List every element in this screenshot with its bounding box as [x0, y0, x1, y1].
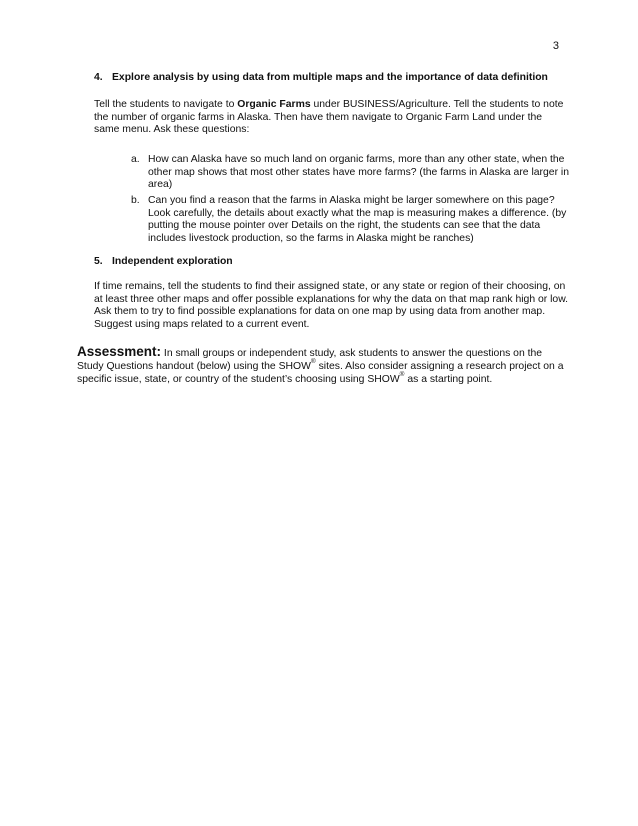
question-a-marker: a. — [131, 154, 140, 165]
section-5-title: Independent exploration — [112, 256, 233, 267]
section-5-number: 5. — [94, 256, 103, 267]
section-4-number: 4. — [94, 72, 103, 83]
question-b-marker: b. — [131, 195, 140, 206]
assessment-text-3: as a starting point. — [404, 373, 493, 385]
assessment-label: Assessment: — [77, 344, 162, 359]
section-4-paragraph-end: under BUSINESS/Agriculture. Tell the students to note the number of organic farms in Alaska. Then have them navigate to Organic Farm Land under the same menu. Ask these questions: — [94, 99, 564, 136]
assessment-paragraph — [77, 346, 567, 386]
section-5-heading — [94, 256, 233, 267]
assessment-text-2: sites. Also consider assigning a research project on a specific issue, state, or country of the student’s choosing using SHOW — [77, 360, 564, 385]
question-b-text: Can you find a reason that the farms in Alaska might be larger somewhere on this page? Look carefully, the details about exactly what the map is measuring makes a difference. (by putting the mouse pointer over Details on the right, the students can see that the data includes livestock production, so the farms in Alaska might be ranches) — [148, 195, 567, 244]
organic-farms-term: Organic Farms — [237, 99, 311, 110]
assessment-text-1: In small groups or independent study, ask students to answer the questions on the Study Questions handout (below) using the SHOW — [77, 348, 543, 372]
page-number: 3 — [552, 40, 559, 52]
section-4-paragraph-start: Tell the students to navigate to — [94, 99, 238, 110]
section-4-title: Explore analysis by using data from multiple maps and the importance of data definition — [112, 72, 548, 83]
question-a-text: How can Alaska have so much land on organic farms, more than any other state, when the other map shows that most other states have more farms? (the farms in Alaska are larger in area) — [148, 154, 570, 191]
section-4-paragraph — [94, 99, 569, 137]
registered-mark-1: ® — [310, 358, 316, 366]
question-b — [131, 195, 569, 245]
registered-mark-2: ® — [399, 371, 405, 379]
question-a — [131, 154, 569, 192]
section-4-heading — [94, 72, 548, 83]
section-5-text: If time remains, tell the students to find their assigned state, or any state or region of their choosing, on at least three other maps and offer possible explanations for why the data on that map rank high or low. Ask them to try to find possible explanations for data on one map by using data from another map. Suggest using maps related to a current event. — [94, 281, 569, 330]
section-5-paragraph — [94, 281, 569, 331]
